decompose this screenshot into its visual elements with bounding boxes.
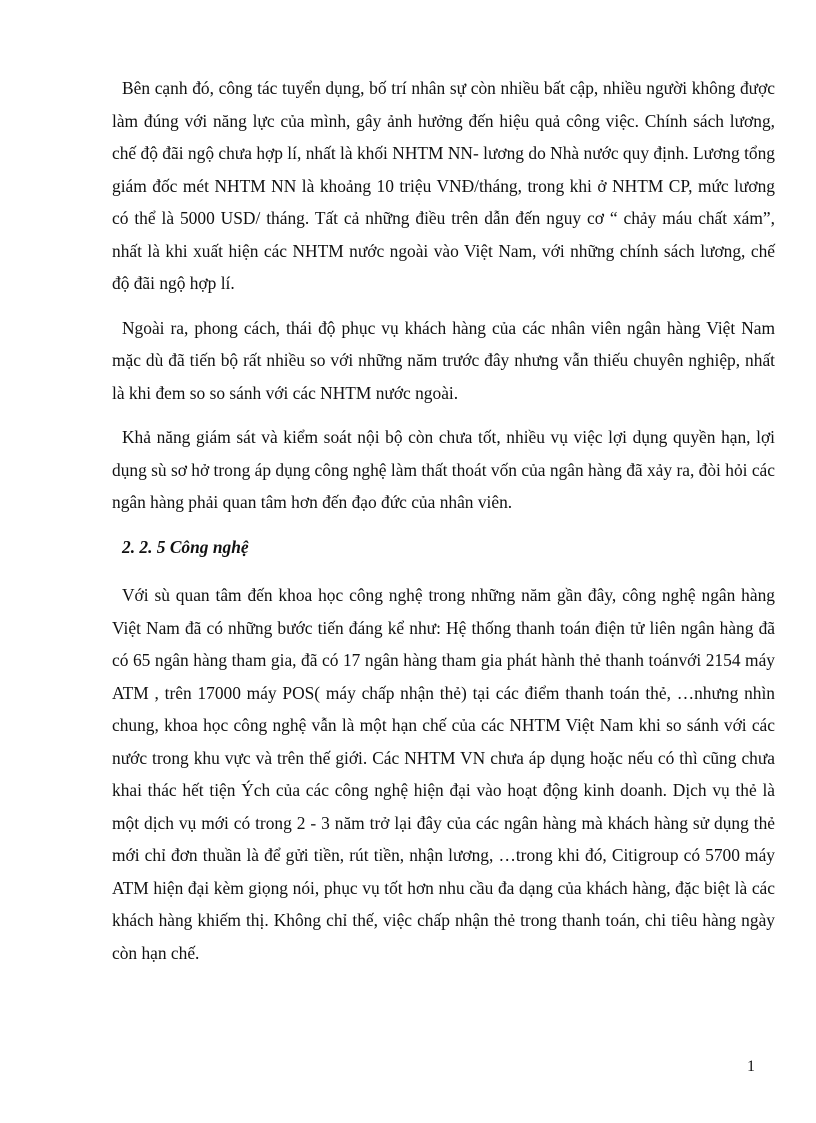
paragraph-service-attitude: Ngoài ra, phong cách, thái độ phục vụ khách hàng của các nhân viên ngân hàng Việt Nam mặc dù đã tiến bộ rất nhiều so với những năm trước đây nhưng vẫn thiếu chuyên nghiệp, nhất là khi đem so so sánh với các NHTM nước ngoài.: [112, 317, 775, 403]
paragraph-staffing: Bên cạnh đó, công tác tuyển dụng, bố trí nhân sự còn nhiều bất cập, nhiều người không được làm đúng với năng lực của mình, gây ảnh hưởng đến hiệu quả công việc. Chính sách lương, chế độ đãi ngộ chưa hợp lí, nhất là khối NHTM NN- lương do Nhà nước quy định. Lương tổng giám đốc mét NHTM NN là khoảng 10 triệu VNĐ/tháng, trong khi ở NHTM CP, mức lương có thể là 5000 USD/ tháng. Tất cả những điều trên dẫn đến nguy cơ “ chảy máu chất xám”, nhất là khi xuất hiện các NHTM nước ngoài vào Việt Nam, với những chính sách lương, chế độ đãi ngộ hợp lí.: [112, 78, 775, 293]
page-number: 1: [747, 1058, 755, 1075]
paragraph-technology: Với sù quan tâm đến khoa học công nghệ trong những năm gần đây, công nghệ ngân hàng Việt Nam đã có những bước tiến đáng kể như: Hệ thống thanh toán điện tử liên ngân hàng đã có 65 ngân hàng tham gia, đã có 17 ngân hàng tham gia phát hành thẻ thanh toánvới 2154 máy ATM , trên 17000 máy POS( máy chấp nhận thẻ) tại các điểm thanh toán thẻ, …nhưng nhìn chung, khoa học công nghệ vẫn là một hạn chế của các NHTM Việt Nam khi so sánh với các nước trong khu vực và trên thế giới. Các NHTM VN chưa áp dụng hoặc nếu có thì cũng chưa khai thác hết tiện Ých của các công nghệ hiện đại vào hoạt động kinh doanh. Dịch vụ thẻ là một dịch vụ mới có trong 2 - 3 năm trở lại đây của các ngân hàng mà khách hàng sử dụng thẻ mới chỉ đơn thuần là để gửi tiền, rút tiền, nhận lương, …trong khi đó, Citigroup có 5700 máy ATM hiện đại kèm giọng nói, phục vụ tốt hơn nhu cầu đa dạng của khách hàng, đặc biệt là các khách hàng khiếm thị. Không chỉ thế, việc chấp nhận thẻ trong thanh toán, chi tiêu hàng ngày còn hạn chế.: [112, 585, 775, 963]
page-body: [112, 72, 775, 969]
section-heading: 2. 2. 5 Công nghệ: [122, 536, 249, 557]
paragraph-internal-control: Khả năng giám sát và kiểm soát nội bộ còn chưa tốt, nhiều vụ việc lợi dụng quyền hạn, lợi dụng sù sơ hở trong áp dụng công nghệ làm thất thoát vốn của ngân hàng đã xảy ra, đòi hỏi các ngân hàng phải quan tâm hơn đến đạo đức của nhân viên.: [112, 427, 775, 512]
